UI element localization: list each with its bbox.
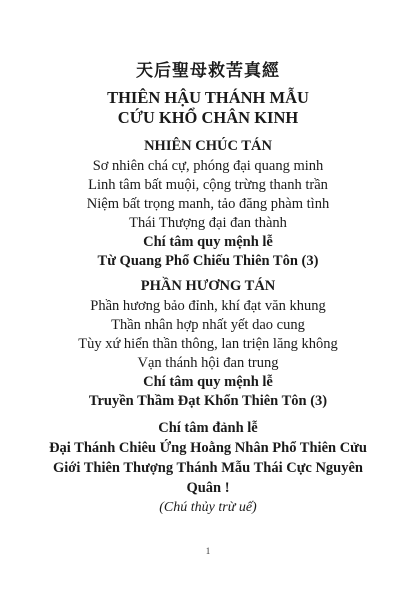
section3-line-3: Quân !	[186, 480, 230, 496]
section3-line-2: Giới Thiên Thượng Thánh Mẫu Thái Cực Nguyên	[52, 460, 363, 476]
section1-verse-3: Niệm bất trọng manh, tảo đăng phàm tình	[86, 196, 330, 212]
section2-refrain-1: Chí tâm quy mệnh lễ	[143, 374, 273, 390]
page-number: 1	[205, 546, 211, 556]
cjk-title: 天后聖母救苦真經	[136, 61, 280, 81]
section3-note: (Chú thủy trừ uế)	[159, 500, 257, 515]
section1-refrain-1: Chí tâm quy mệnh lễ	[143, 234, 273, 250]
title-line-2: CỨU KHỔ CHÂN KINH	[117, 108, 299, 127]
section2-heading: PHẦN HƯƠNG TÁN	[140, 278, 276, 294]
section1-verse-1: Sơ nhiên chá cự, phóng đại quang minh	[92, 158, 324, 174]
section1-refrain-2: Từ Quang Phổ Chiếu Thiên Tôn (3)	[97, 253, 319, 269]
section2-verse-1: Phần hương bảo đỉnh, khí đạt văn khung	[90, 298, 326, 314]
section2-verse-4: Vạn thánh hội đan trung	[137, 355, 279, 371]
section3-heading: Chí tâm đảnh lễ	[158, 420, 258, 436]
section1-verse-2: Linh tâm bất muội, cộng trừng thanh trần	[88, 177, 328, 193]
section1-heading: NHIÊN CHÚC TÁN	[144, 138, 272, 154]
section2-refrain-2: Truyền Thầm Đạt Khổn Thiên Tôn (3)	[88, 393, 328, 409]
section2-verse-2: Thần nhân hợp nhất yết dao cung	[111, 317, 305, 333]
title-line-1: THIÊN HẬU THÁNH MẪU	[107, 88, 309, 107]
section2-verse-3: Tùy xứ hiển thần thông, lan triện lăng không	[78, 336, 338, 352]
section1-verse-4: Thái Thượng đại đan thành	[129, 215, 287, 231]
section3-line-1: Đại Thánh Chiêu Ứng Hoằng Nhân Phổ Thiên Cửu	[49, 440, 367, 456]
